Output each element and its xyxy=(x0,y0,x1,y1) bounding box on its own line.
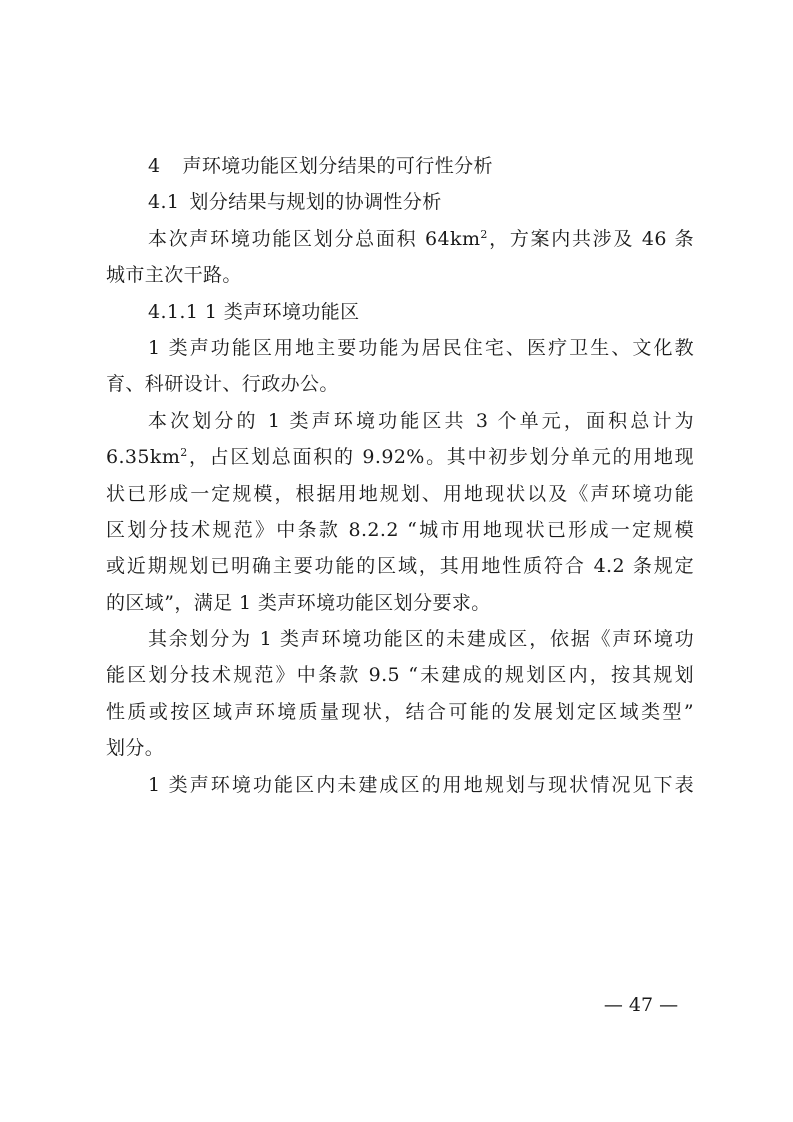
para1-line2: 城市主次干路。 xyxy=(106,264,242,287)
superscript: 2 xyxy=(480,227,488,241)
subsubsection-number: 4.1.1 xyxy=(148,300,199,323)
superscript: 2 xyxy=(180,446,188,460)
para4-line1: 其余划分为 1 类声环境功能区的未建成区，依据《声环境功 xyxy=(148,628,694,651)
body-text xyxy=(106,148,694,803)
para3-line6: 的区域”，满足 1 类声环境功能区划分要求。 xyxy=(106,591,491,614)
para3-line1: 本次划分的 1 类声环境功能区共 3 个单元，面积总计为 xyxy=(148,409,694,432)
subsubsection-title: 1 类声环境功能区 xyxy=(204,300,360,323)
para1-line1: 本次声环境功能区划分总面积 $64km^2$，方案内共涉及 46 条 xyxy=(148,227,694,250)
subsubsection-heading xyxy=(106,294,694,330)
subsection-title: 划分结果与规划的协调性分析 xyxy=(189,191,442,214)
para3-line5: 或近期规划已明确主要功能的区域，其用地性质符合 4.2 条规定 xyxy=(106,555,694,578)
para3-line3: 状已形成一定规模，根据用地规划、用地现状以及《声环境功能 xyxy=(106,482,694,505)
para2-line2: 育、科研设计、行政办公。 xyxy=(106,373,339,396)
para5-line1: 1 类声环境功能区内未建成区的用地规划与现状情况见下表 xyxy=(148,773,694,796)
page-number: — 47 — xyxy=(603,994,679,1016)
section-number: 4 xyxy=(148,155,161,177)
para4-line2: 能区划分技术规范》中条款 9.5 “未建成的规划区内，按其规划 xyxy=(106,664,694,687)
para2-line1: 1 类声功能区用地主要功能为居民住宅、医疗卫生、文化教 xyxy=(148,336,694,359)
para4-line4: 划分。 xyxy=(106,737,165,760)
section-title: 声环境功能区划分结果的可行性分析 xyxy=(182,155,493,177)
para4-line3: 性质或按区域声环境质量现状，结合可能的发展划定区域类型” xyxy=(106,700,694,723)
subsection-heading xyxy=(106,184,694,220)
para3-line2: $6.35km^2$，占区划总面积的 9.92%。其中初步划分单元的用地现 xyxy=(106,446,694,469)
para3-line4: 区划分技术规范》中条款 8.2.2 “城市用地现状已形成一定规模 xyxy=(106,518,694,541)
section-heading xyxy=(106,148,694,184)
subsection-number: 4.1 xyxy=(148,191,180,214)
